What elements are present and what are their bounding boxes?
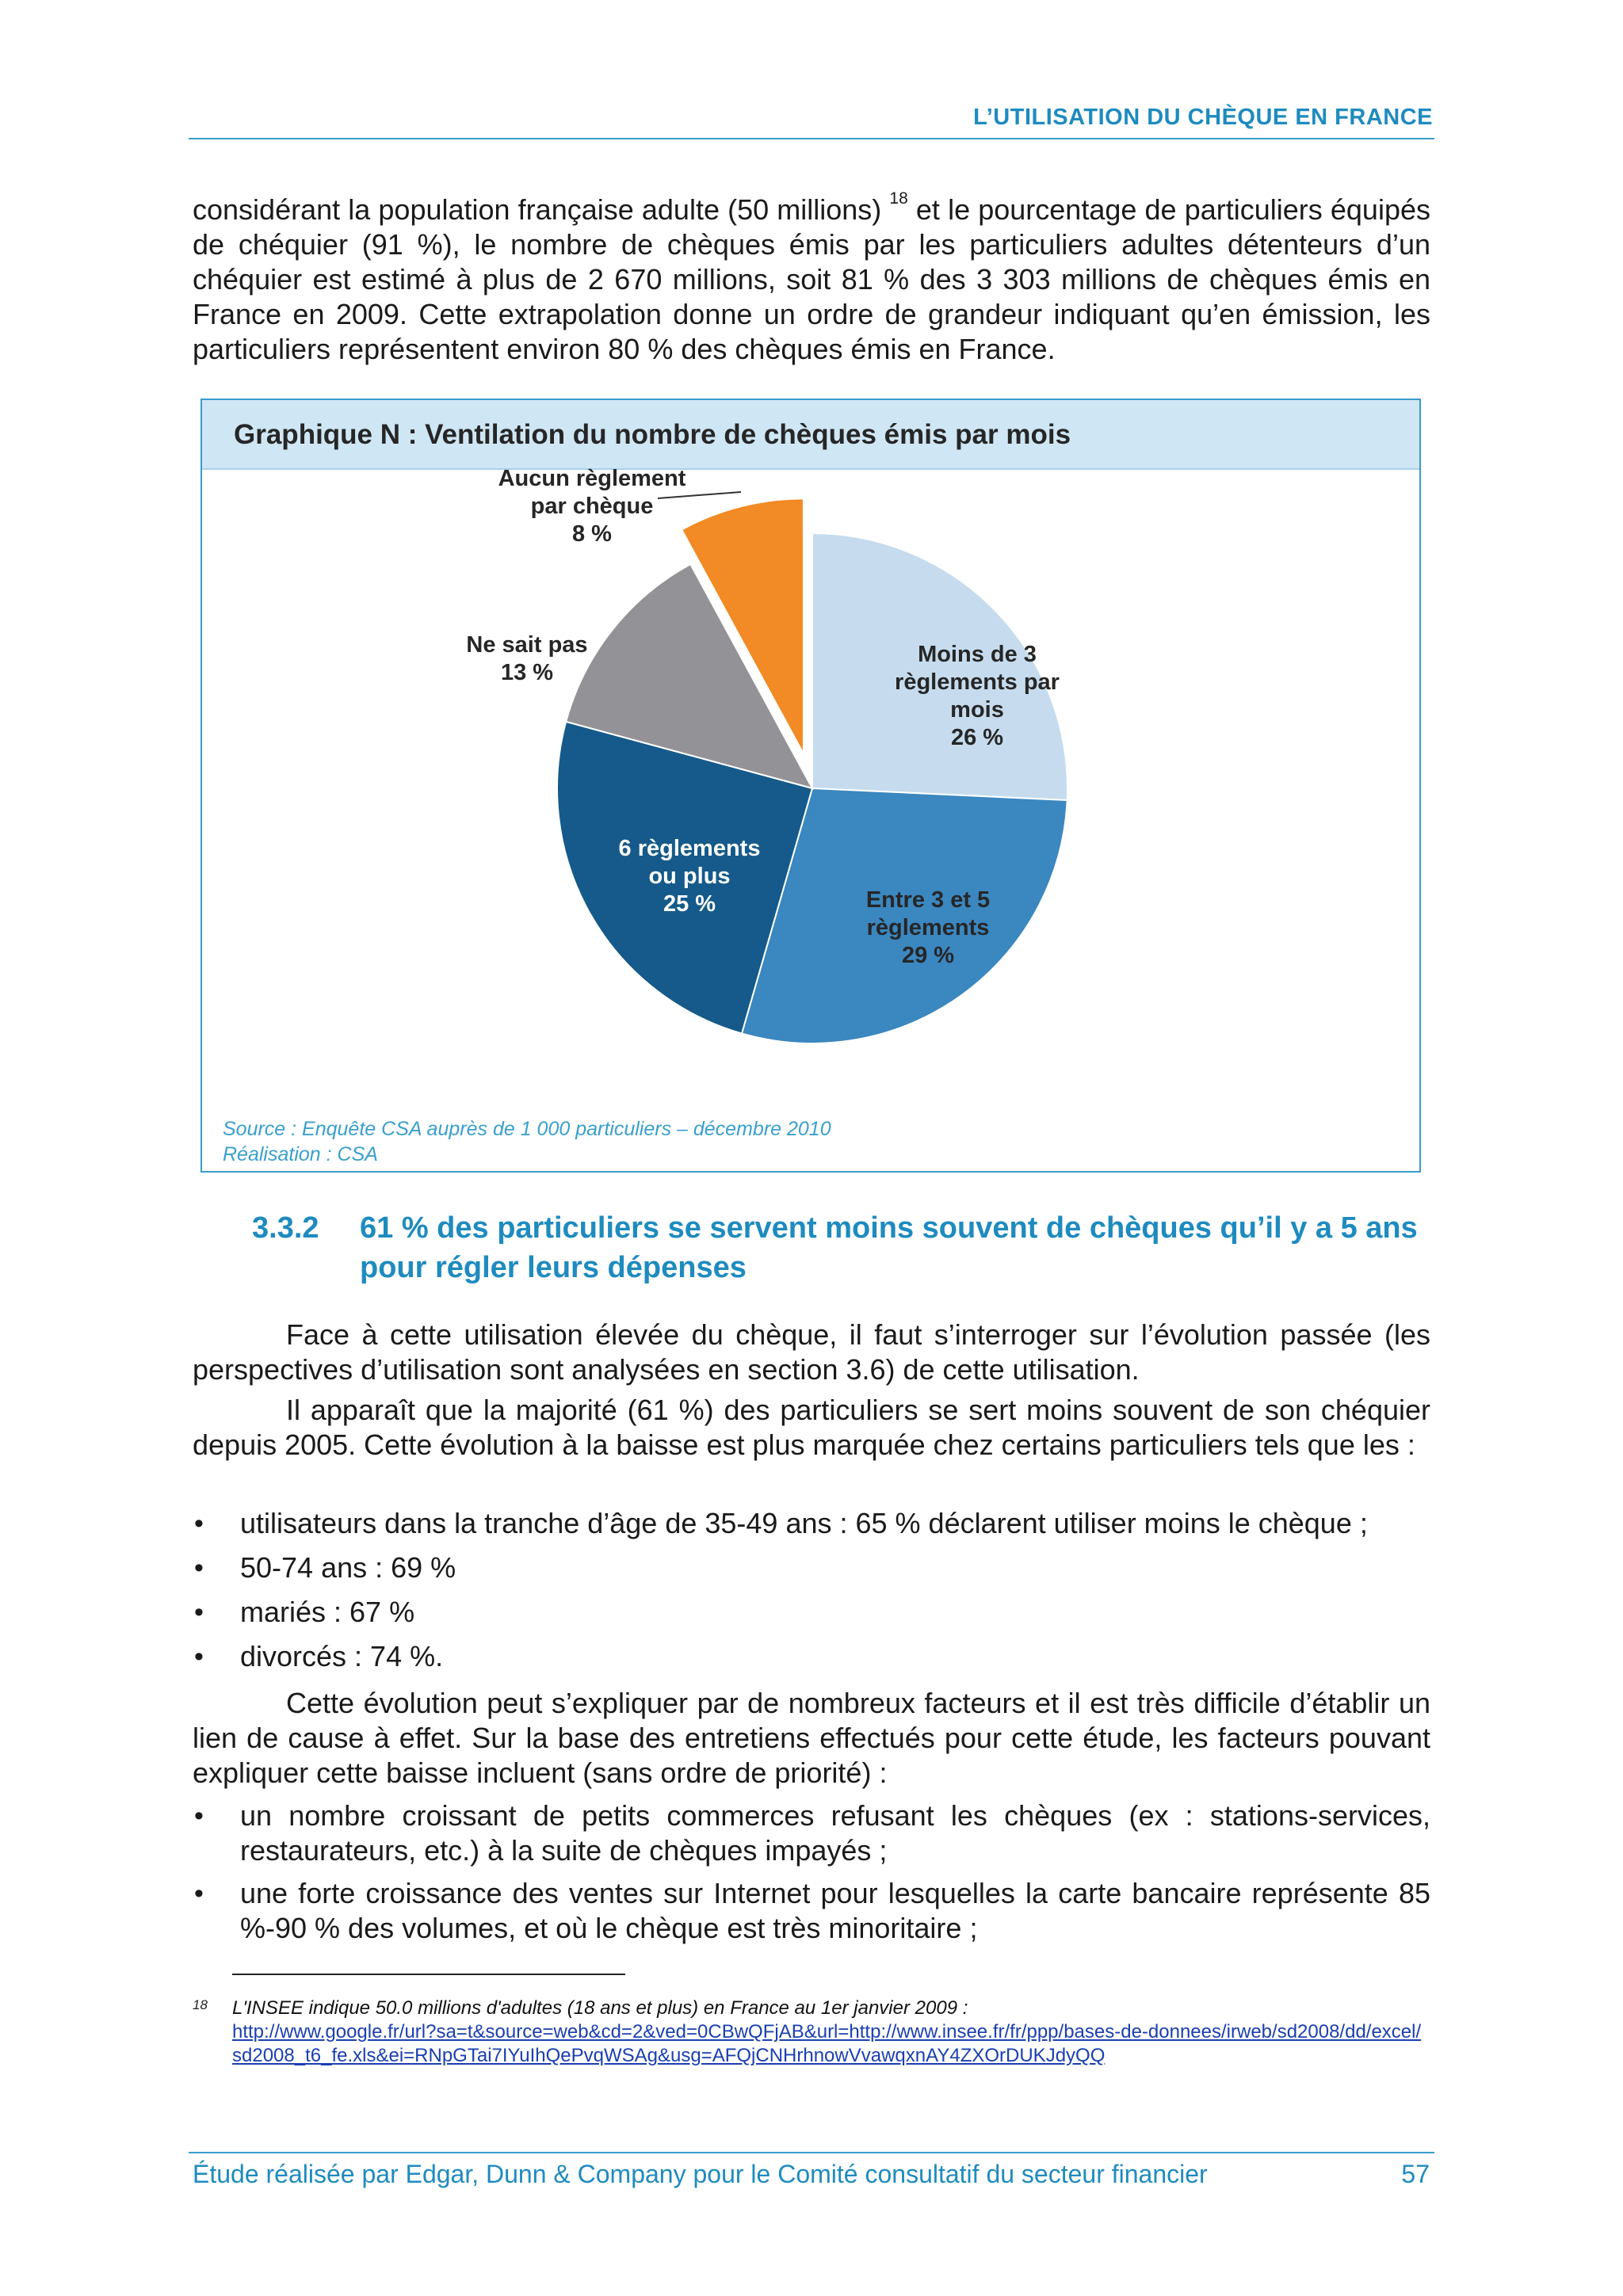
intro-text: considérant la population française adulte (50 millions)	[193, 193, 882, 226]
page-number: 57	[1401, 2160, 1430, 2188]
intro-paragraph	[193, 189, 1430, 367]
chart-title: Graphique N : Ventilation du nombre de chèques émis par mois	[234, 419, 1071, 450]
footer-rule	[189, 2152, 1434, 2153]
footnote-link[interactable]: http://www.google.fr/url?sa=t&source=web&cd=2&ved=0CBwQFjAB&url=http://www.insee.fr/fr/ppp/bases-de-donnees/irweb/sd2008/dd/excel/sd2008_t6_fe.xls&ei=RNpGTai7IYuIhQePvqWSAg&usg=AFQjCNHrhnowVvawqxnAY4ZXOrDUKJdyQQ	[232, 2021, 1422, 2066]
chart-source	[223, 1116, 831, 1167]
source-line: Source : Enquête CSA auprès de 1 000 particuliers – décembre 2010	[223, 1118, 831, 1140]
list-item: • mariés : 67 %	[193, 1595, 1430, 1630]
bullet-list-2	[193, 1798, 1430, 1946]
footnote-ref[interactable]: 18	[889, 189, 908, 208]
paragraph-3	[193, 1686, 1430, 1791]
list-item: • 50-74 ans : 69 %	[193, 1550, 1430, 1585]
section-number: 3.3.2	[252, 1211, 319, 1245]
intro-text-cont: et le pourcentage de particuliers équipés de chéquier (91 %), le nombre de chèques émis par les particuliers adultes détenteurs d’un chéquier est estimé à plus de 2 670 millions, soit 81 % des 3 303 millions de chèques émis en France en 2009. Cette extrapolation donne un ordre de grandeur indiquant qu’en émission, les particuliers représentent environ 80 % des chèques émis en France.	[193, 193, 1430, 365]
paragraph-2-text: Il apparaît que la majorité (61 %) des particuliers se sert moins souvent de son chéquier depuis 2005. Cette évolution à la baisse est plus marquée chez certains particuliers tels que les :	[193, 1394, 1430, 1461]
footnote-text: L'INSEE indique 50.0 millions d'adultes (18 ans et plus) en France au 1er janvier 2009 :	[232, 1997, 968, 2019]
slice-label: 6 règlements ou plus 25 %	[618, 836, 761, 917]
header-rule	[189, 138, 1434, 139]
list-item: • utilisateurs dans la tranche d’âge de 35-49 ans : 65 % déclarent utiliser moins le chèque ;	[193, 1506, 1430, 1541]
footer-text: Étude réalisée par Edgar, Dunn & Company pour le Comité consultatif du secteur financier	[193, 2160, 1208, 2188]
list-item: • divorcés : 74 %.	[193, 1639, 1430, 1674]
slice-label: Moins de 3 règlements par mois 26 %	[895, 642, 1060, 750]
running-header: L’UTILISATION DU CHÈQUE EN FRANCE	[973, 105, 1433, 130]
footnote-rule	[232, 1974, 625, 1975]
list-item: • une forte croissance des ventes sur Internet pour lesquelles la carte bancaire représente 85 %-90 % des volumes, et où le chèque est très minoritaire ;	[193, 1876, 1430, 1946]
leader-line	[658, 492, 741, 498]
paragraph-1	[193, 1318, 1430, 1387]
paragraph-2	[193, 1393, 1430, 1463]
section-title: 61 % des particuliers se servent moins souvent de chèques qu’il y a 5 ans pour régler leurs dépenses	[360, 1211, 1418, 1284]
production-line: Réalisation : CSA	[223, 1143, 378, 1165]
pie-chart	[202, 400, 1419, 1171]
chart-box	[200, 399, 1421, 1173]
slice-label: Entre 3 et 5 règlements 29 %	[865, 887, 991, 968]
paragraph-1-text: Face à cette utilisation élevée du chèque, il faut s’interroger sur l’évolution passée (les perspectives d’utilisation sont analysées en section 3.6) de cette utilisation.	[193, 1318, 1430, 1386]
footnote-mark: 18	[193, 1997, 208, 2012]
slice-label: Ne sait pas 13 %	[466, 632, 588, 685]
list-item: • un nombre croissant de petits commerces refusant les chèques (ex : stations-services, restaurateurs, etc.) à la suite de chèques impayés ;	[193, 1798, 1430, 1868]
paragraph-3-text: Cette évolution peut s’expliquer par de nombreux facteurs et il est très difficile d’établir un lien de cause à effet. Sur la base des entretiens effectués pour cette étude, les facteurs pouvant expliquer cette baisse incluent (sans ordre de priorité) :	[193, 1687, 1430, 1789]
bullet-list-1	[193, 1506, 1430, 1674]
slice-label: Aucun règlement par chèque 8 %	[498, 466, 686, 547]
